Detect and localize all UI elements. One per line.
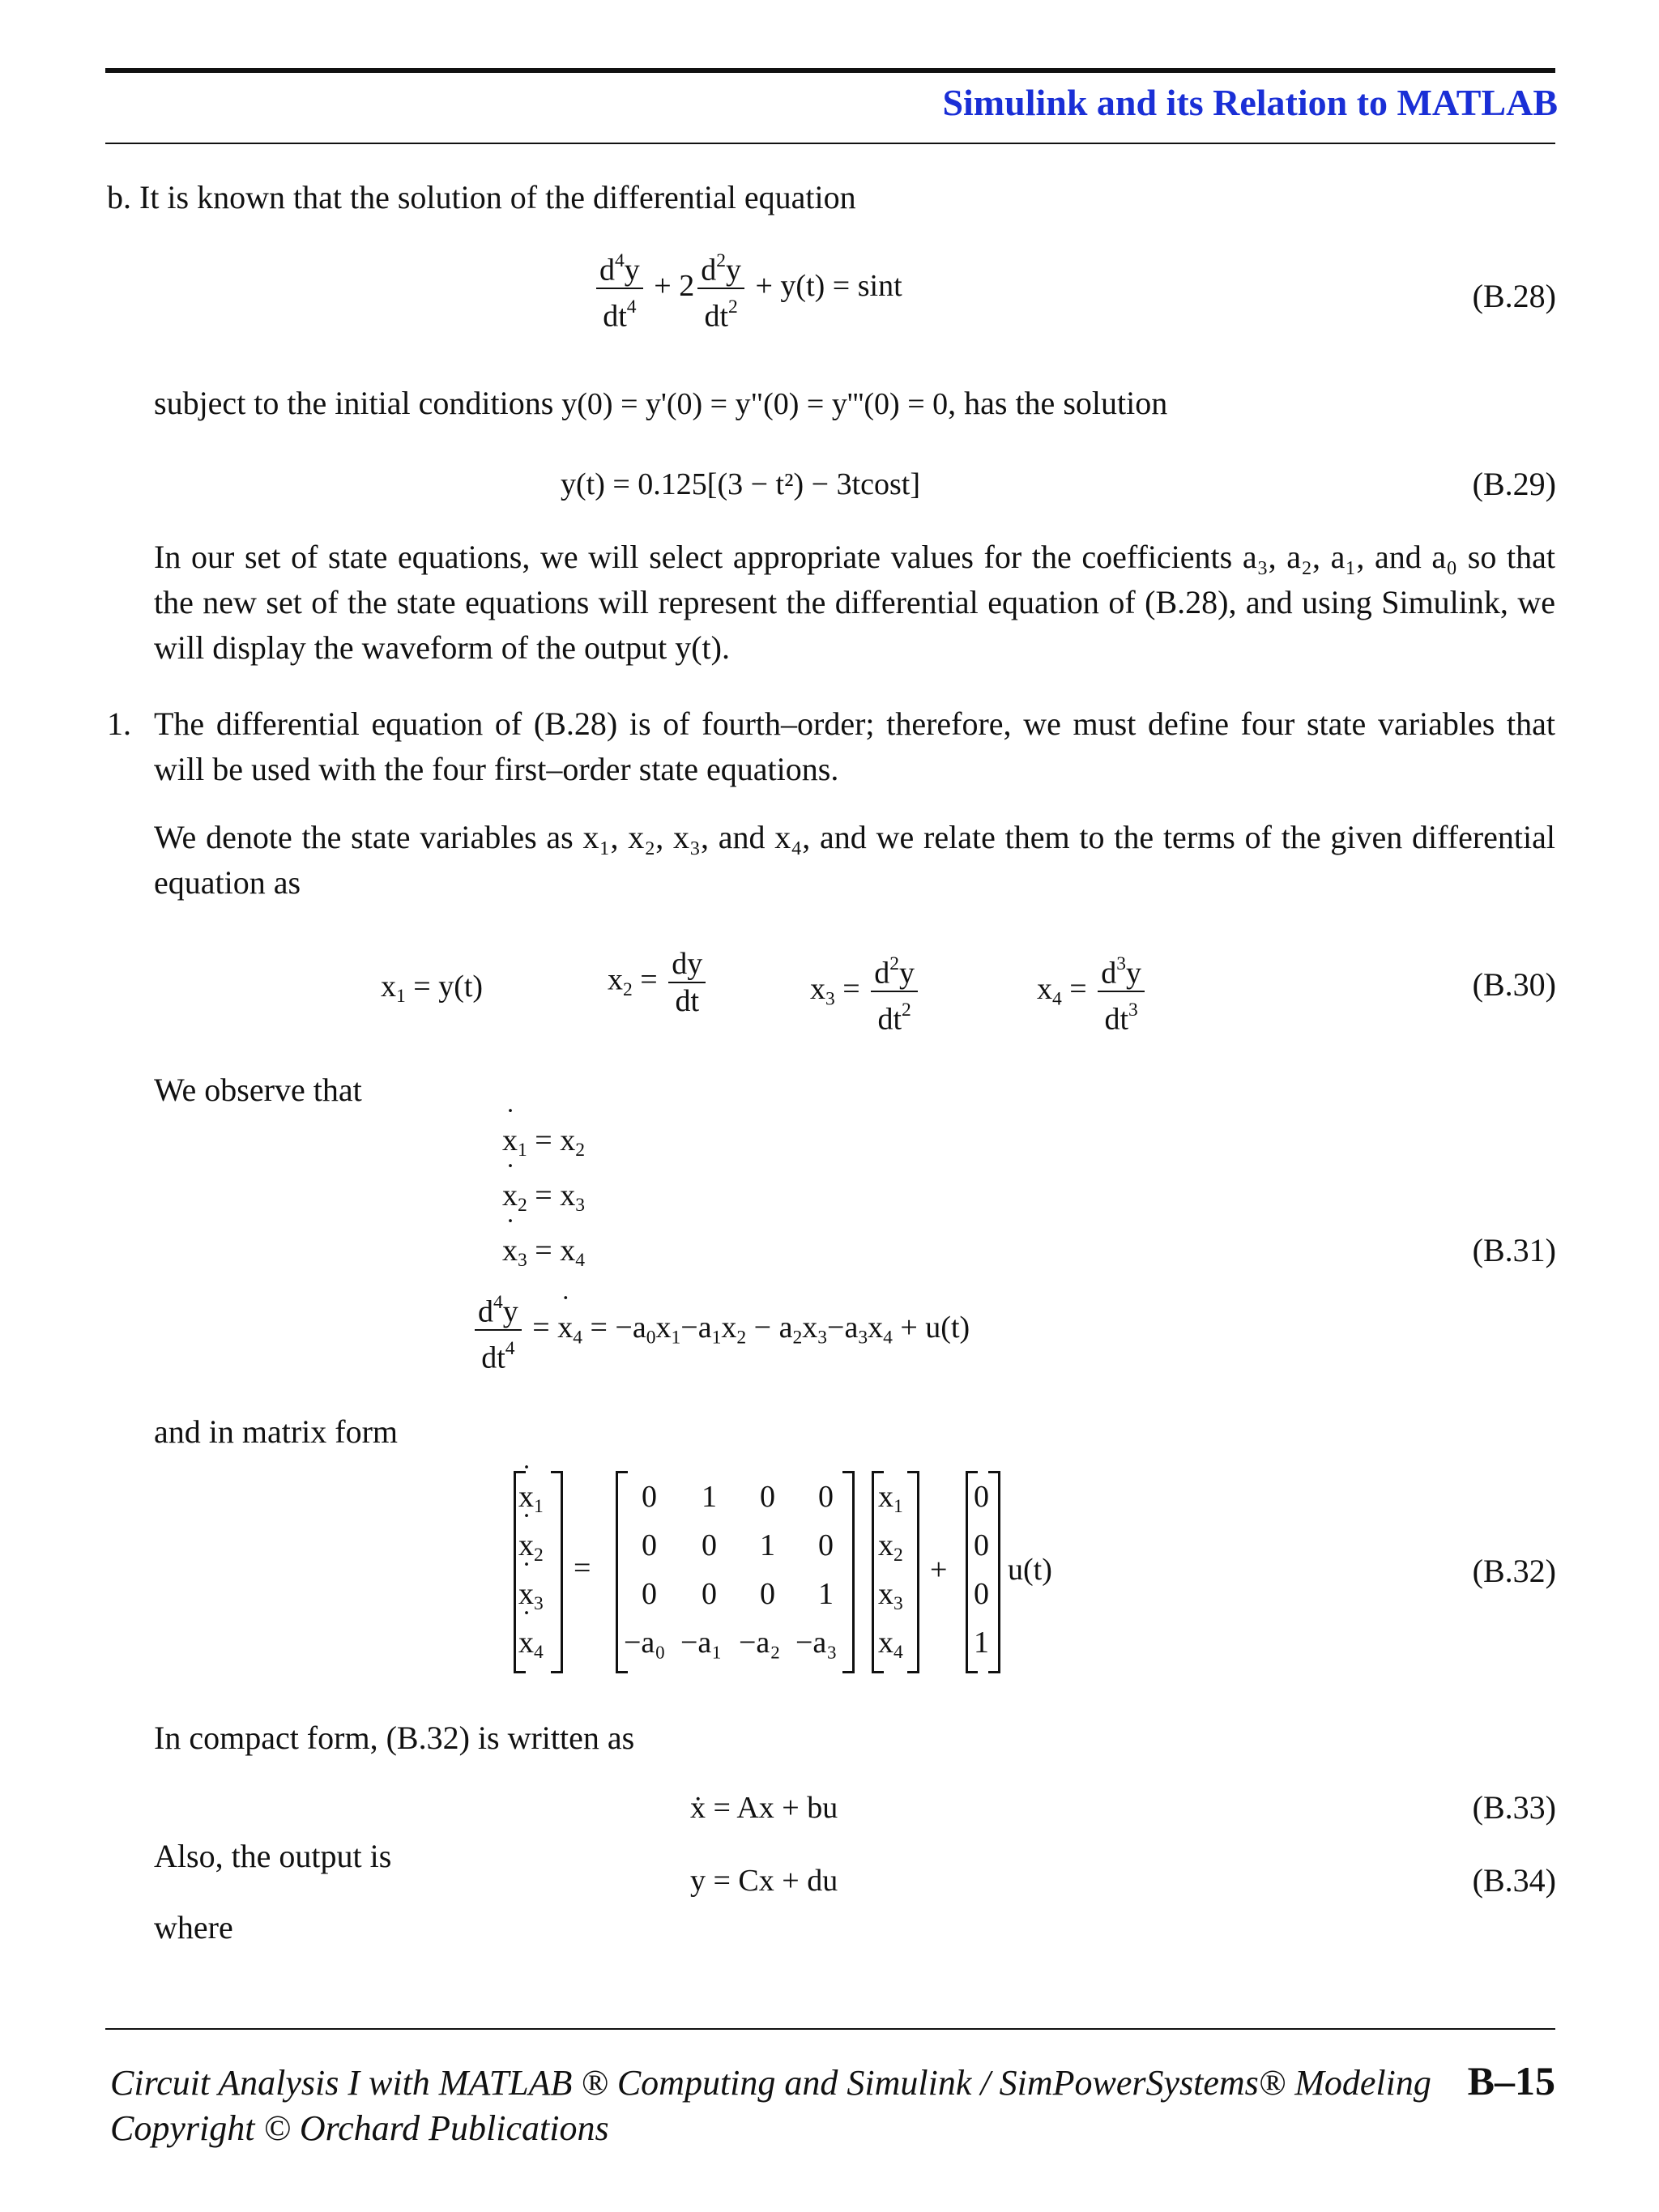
x-vector-2: $x_2$: [878, 1528, 903, 1566]
a-matrix-r2c4: 0: [818, 1528, 834, 1562]
state-def-x1: $x_1 = y(t)$: [381, 970, 484, 1008]
xdot-2: ˙ $x_2$: [518, 1528, 544, 1566]
state-def-x4: $x_4$ = $\frac{d^3y}{dt^3}$: [1037, 946, 1148, 1038]
a-matrix-r3c1: 0: [642, 1577, 657, 1611]
a-matrix-r2c1: 0: [642, 1528, 657, 1562]
state-eq-2: ˙ $x_2 = x_3$: [502, 1178, 585, 1217]
a-matrix-r4c1: −a₀: [624, 1626, 666, 1660]
a-matrix-r2c3: 1: [760, 1528, 775, 1562]
eq-number-b28: (B.28): [1472, 278, 1556, 314]
a-matrix-r3c3: 0: [760, 1577, 775, 1611]
initial-conditions-line: [154, 381, 1167, 427]
eq-number-b34: (B.34): [1472, 1862, 1556, 1899]
paragraph-state-variables: We denote the state variables as x₁, x₂, x₃, and x₄, and we relate them to the terms of the given differential equation as: [154, 819, 1555, 901]
input-u: u(t): [1008, 1553, 1052, 1587]
observe-line: We observe that: [154, 1072, 362, 1108]
plus-sign: +: [930, 1553, 948, 1587]
eq-number-b33: (B.33): [1472, 1789, 1556, 1826]
a-matrix-bracket-right: [842, 1471, 855, 1673]
xdot-3: ˙ $x_3$: [518, 1576, 544, 1615]
ic-text-2: , has the solution: [948, 385, 1168, 421]
list-item-number: 1.: [107, 705, 131, 742]
a-matrix-r3c4: 1: [818, 1577, 834, 1611]
equation-b28: $\frac{d^4y}{dt^4}$ + 2 $\frac{d^2y}{dt^2}$ + y(t) = sint: [593, 243, 902, 335]
a-matrix-r1c3: 0: [760, 1480, 775, 1514]
eq-number-b32: (B.32): [1472, 1553, 1556, 1589]
equation-b34: y = Cx + du: [690, 1864, 838, 1898]
equation-b29: y(t) = 0.125[(3 − t²) − 3tcost]: [561, 467, 920, 501]
footer-copyright: Copyright © Orchard Publications: [110, 2108, 609, 2148]
equation-b33: ẋ = Ax + bu: [690, 1791, 838, 1825]
state-def-x3: $x_3$ = $\frac{d^2y}{dt^2}$: [810, 946, 921, 1038]
equals-sign: =: [574, 1551, 591, 1585]
page-number: B–15: [1467, 2058, 1555, 2103]
compact-form-line: In compact form, (B.32) is written as: [154, 1720, 635, 1756]
x-vector-1: $x_1$: [878, 1480, 903, 1518]
where-line: where: [154, 1909, 233, 1946]
a-matrix-r2c2: 0: [702, 1528, 717, 1562]
a-matrix-r4c4: −a₃: [795, 1626, 838, 1660]
ic-text-1: subject to the initial conditions: [154, 385, 554, 421]
matrix-form-line: and in matrix form: [154, 1413, 399, 1450]
footer-book-title: Circuit Analysis I with MATLAB ® Computing and Simulink / SimPowerSystems® Modeling: [110, 2063, 1431, 2103]
xdot-4: ˙ $x_4$: [518, 1625, 544, 1664]
a-matrix-r1c4: 0: [818, 1480, 834, 1514]
state-eq-4: $\frac{d^4y}{dt^4}$ = ˙ $x_4 = -a_0x_1-a_1x_2 - a_2x_3-a_3x_4 + u(t)$: [471, 1285, 970, 1376]
list-item-text: The differential equation of (B.28) is of fourth–order; therefore, we must define four state variables that will be used with the four first–order state equations.: [154, 705, 1555, 787]
running-header: Simulink and its Relation to MATLAB: [942, 82, 1558, 123]
b-vector-3: 0: [974, 1577, 989, 1611]
intro-line: b. It is known that the solution of the differential equation: [107, 179, 856, 215]
x-vector-4: $x_4$: [878, 1626, 903, 1664]
footer-rule: [105, 2028, 1555, 2030]
a-matrix-r1c2: 1: [702, 1480, 717, 1514]
state-eq-3: ˙ $x_3 = x_4$: [502, 1233, 585, 1272]
a-matrix-r4c3: −a₂: [739, 1626, 781, 1660]
header-top-rule: [105, 68, 1555, 73]
state-eq-1: ˙ $x_1 = x_2$: [502, 1123, 585, 1161]
output-line: Also, the output is: [154, 1838, 392, 1874]
a-matrix-r1c1: 0: [642, 1480, 657, 1514]
state-def-x2: $x_2$ = $\frac{dy}{dt}$: [608, 946, 709, 1019]
ic-expression: y(0) = y'(0) = y"(0) = y'''(0) = 0: [561, 387, 949, 421]
paragraph-coefficients: In our set of state equations, we will select appropriate values for the coefficients a₃, a₂, a₁, and a₀ so that the new set of the state equations will represent the differential equation of (B.28), and using Simulink, we will display the waveform of the output y(t).: [154, 539, 1555, 666]
x-vector-3: $x_3$: [878, 1577, 903, 1615]
eq-number-b31: (B.31): [1472, 1232, 1556, 1268]
eq-number-b29: (B.29): [1472, 466, 1556, 502]
b-vector-2: 0: [974, 1528, 989, 1562]
b-vector-1: 0: [974, 1480, 989, 1514]
b-vector-bracket-right: [988, 1471, 1000, 1673]
x-vector-bracket-right: [907, 1471, 919, 1673]
xdot-1: ˙ $x_1$: [518, 1479, 544, 1518]
xdot-bracket-right: [551, 1471, 563, 1673]
a-matrix-r4c2: −a₁: [680, 1626, 723, 1660]
equation-b28-rhs: + y(t) = sint: [755, 269, 902, 304]
b-vector-4: 1: [974, 1626, 989, 1660]
eq-number-b30: (B.30): [1472, 966, 1556, 1003]
header-bottom-rule: [105, 143, 1555, 144]
a-matrix-r3c2: 0: [702, 1577, 717, 1611]
